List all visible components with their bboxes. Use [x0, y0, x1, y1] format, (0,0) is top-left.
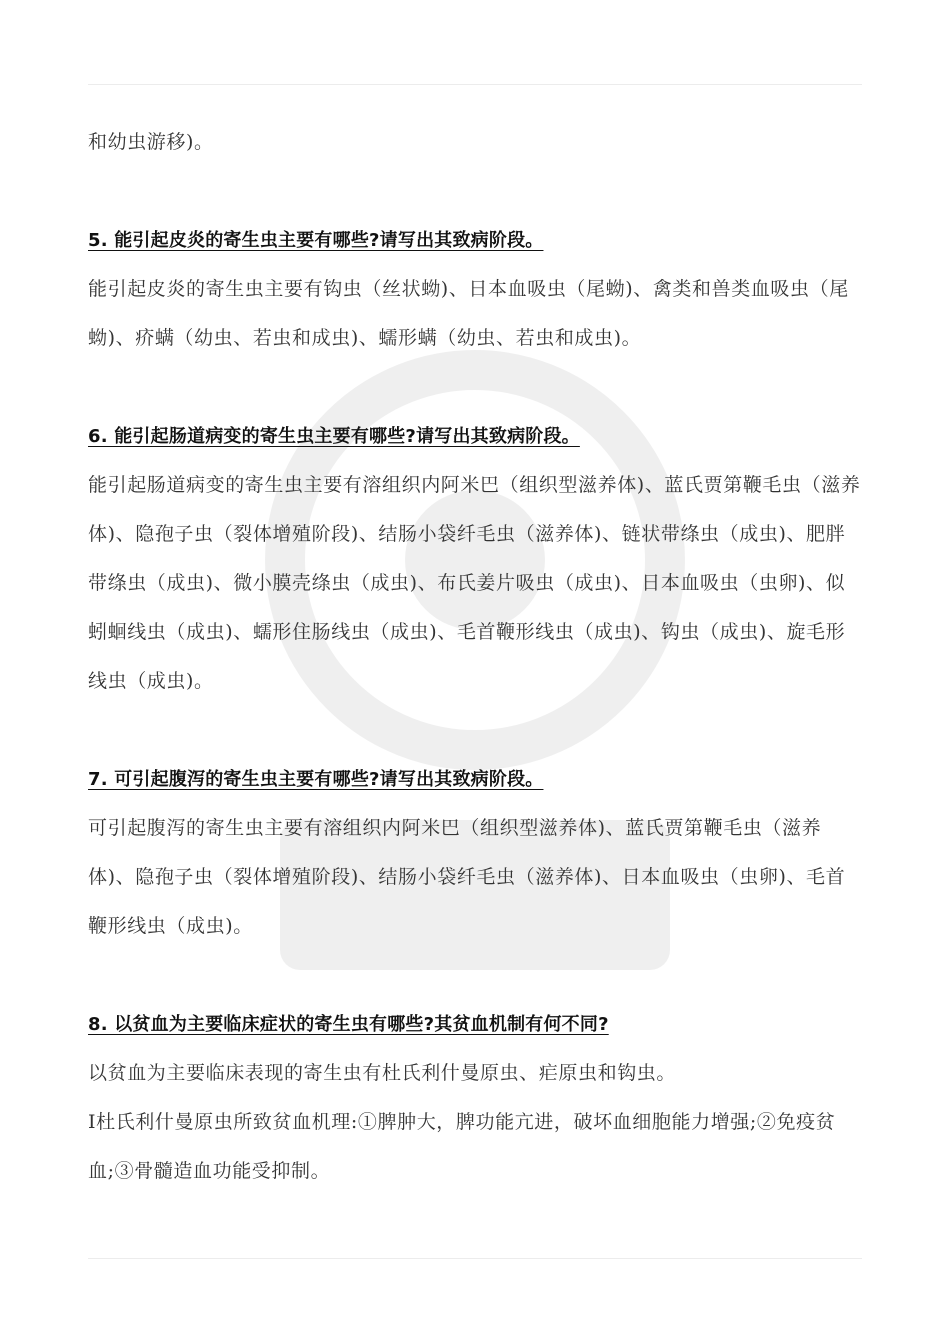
header-divider	[88, 84, 862, 85]
section-8	[88, 1000, 863, 1196]
answer-paragraph: 能引起肠道病变的寄生虫主要有溶组织内阿米巴（组织型滋养体)、蓝氏贾第鞭毛虫（滋养体)、隐孢子虫（裂体增殖阶段)、结肠小袋纤毛虫（滋养体)、链状带绦虫（成虫)、肥胖带绦虫（成虫)、微小膜壳绦虫（成虫)、布氏姜片吸虫（成虫)、日本血吸虫（虫卵)、似蚓蛔线虫（成虫)、蠕形住肠线虫（成虫)、毛首鞭形线虫（成虫)、钩虫（成虫)、旋毛形线虫（成虫)。	[88, 474, 861, 692]
answer-paragraph: 以贫血为主要临床表现的寄生虫有杜氏利什曼原虫、疟原虫和钩虫。	[88, 1062, 677, 1084]
question-heading: 7. 可引起腹泻的寄生虫主要有哪些?请写出其致病阶段。	[88, 769, 544, 790]
question-heading: 8. 以贫血为主要临床症状的寄生虫有哪些?其贫血机制有何不同?	[88, 1014, 609, 1035]
question-heading: 6. 能引起肠道病变的寄生虫主要有哪些?请写出其致病阶段。	[88, 426, 580, 447]
answer-paragraph: Ⅰ杜氏利什曼原虫所致贫血机理:①脾肿大，脾功能亢进，破坏血细胞能力增强;②免疫贫血;③骨髓造血功能受抑制。	[88, 1111, 836, 1182]
footer-divider	[88, 1258, 862, 1259]
answer-paragraph: 能引起皮炎的寄生虫主要有钩虫（丝状蚴)、日本血吸虫（尾蚴)、禽类和兽类血吸虫（尾蚴)、疥螨（幼虫、若虫和成虫)、蠕形螨（幼虫、若虫和成虫)。	[88, 278, 849, 349]
question-heading: 5. 能引起皮炎的寄生虫主要有哪些?请写出其致病阶段。	[88, 230, 544, 251]
section-6	[88, 412, 863, 706]
lead-paragraph: 和幼虫游移)。	[88, 131, 214, 153]
document-body	[88, 118, 863, 1196]
answer-paragraph: 可引起腹泻的寄生虫主要有溶组织内阿米巴（组织型滋养体)、蓝氏贾第鞭毛虫（滋养体)、隐孢子虫（裂体增殖阶段)、结肠小袋纤毛虫（滋养体)、日本血吸虫（虫卵)、毛首鞭形线虫（成虫)。	[88, 817, 846, 937]
section-5	[88, 216, 863, 363]
section-7	[88, 755, 863, 951]
